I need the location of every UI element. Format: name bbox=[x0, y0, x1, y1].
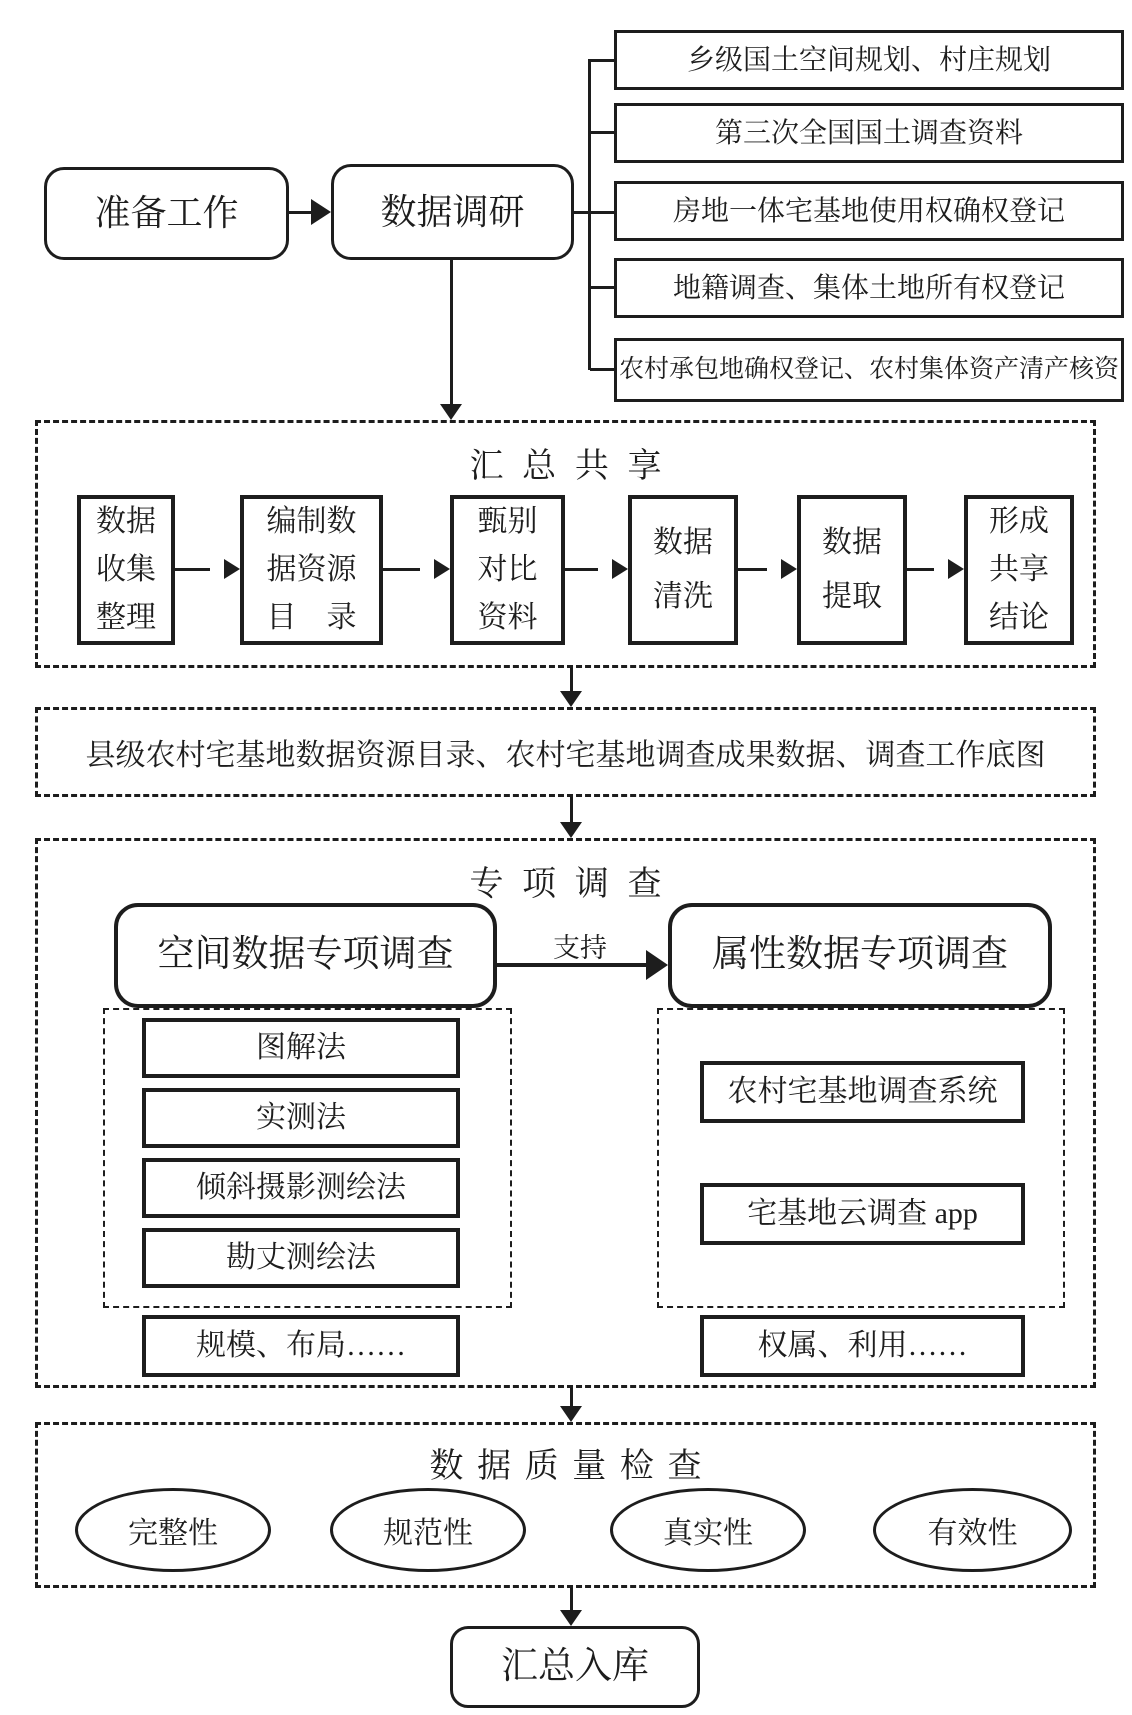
step-line: 结论 bbox=[989, 601, 1049, 634]
step-box bbox=[240, 495, 383, 645]
tool-box bbox=[700, 1061, 1025, 1123]
attribute-survey-label: 属性数据专项调查 bbox=[712, 934, 1008, 976]
connector-line bbox=[590, 59, 614, 62]
connector-line bbox=[289, 211, 313, 214]
quality-criterion-ellipse bbox=[873, 1488, 1072, 1572]
source-label: 第三次全国国土调查资料 bbox=[714, 117, 1023, 149]
method-box bbox=[142, 1088, 460, 1148]
connector-line bbox=[383, 568, 420, 571]
summary-share-title: 汇总共享 bbox=[469, 448, 681, 485]
attribute-tools-group bbox=[657, 1008, 1065, 1308]
step-box bbox=[628, 495, 738, 645]
method-box bbox=[142, 1018, 460, 1078]
spatial-outputs-box bbox=[142, 1315, 460, 1377]
source-box bbox=[614, 181, 1124, 241]
connector-line bbox=[590, 286, 614, 289]
connector-line bbox=[574, 211, 614, 214]
step-line: 数据 bbox=[822, 526, 882, 559]
arrowhead-icon bbox=[646, 950, 668, 980]
research-label: 数据调研 bbox=[380, 191, 525, 232]
step-line: 提取 bbox=[822, 580, 882, 613]
final-step-box bbox=[450, 1626, 700, 1708]
attribute-survey-box bbox=[668, 903, 1052, 1008]
arrowhead-icon bbox=[612, 559, 628, 579]
step-line: 目 录 bbox=[266, 601, 357, 634]
final-step-label: 汇总入库 bbox=[501, 1645, 649, 1687]
criterion-label: 规范性 bbox=[383, 1517, 473, 1550]
step-line: 数据 bbox=[96, 505, 156, 538]
spatial-survey-box bbox=[114, 903, 497, 1008]
method-label: 勘丈测绘法 bbox=[226, 1241, 376, 1275]
connector-line bbox=[907, 568, 934, 571]
method-box bbox=[142, 1158, 460, 1218]
intermediate-output-label: 县级农村宅基地数据资源目录、农村宅基地调查成果数据、调查工作底图 bbox=[85, 739, 1046, 772]
connector-line bbox=[450, 260, 453, 406]
connector-line bbox=[570, 1388, 573, 1408]
step-line: 整理 bbox=[96, 601, 156, 634]
support-label: 支持 bbox=[553, 933, 607, 963]
arrowhead-icon bbox=[560, 1610, 582, 1626]
step-box bbox=[77, 495, 175, 645]
method-label: 图解法 bbox=[256, 1031, 346, 1065]
step-box bbox=[797, 495, 907, 645]
step-line: 据资源 bbox=[266, 553, 357, 586]
step-line: 资料 bbox=[477, 601, 538, 634]
quality-check-title: 数据质量检查 bbox=[429, 1448, 716, 1485]
method-box bbox=[142, 1228, 460, 1288]
arrowhead-icon bbox=[311, 199, 331, 225]
intermediate-output-box bbox=[35, 707, 1096, 797]
connector-line bbox=[738, 568, 767, 571]
method-label: 倾斜摄影测绘法 bbox=[196, 1171, 406, 1205]
criterion-label: 完整性 bbox=[128, 1517, 218, 1550]
connector-line bbox=[565, 568, 598, 571]
arrowhead-icon bbox=[440, 404, 462, 420]
step-line: 收集 bbox=[96, 553, 156, 586]
tool-label: 农村宅基地调查系统 bbox=[727, 1075, 998, 1109]
arrowhead-icon bbox=[434, 559, 450, 579]
source-box bbox=[614, 30, 1124, 90]
arrowhead-icon bbox=[224, 559, 240, 579]
connector-line bbox=[175, 568, 210, 571]
method-label: 实测法 bbox=[256, 1101, 346, 1135]
source-box bbox=[614, 258, 1124, 318]
source-label: 农村承包地确权登记、农村集体资产清产核资 bbox=[618, 356, 1119, 384]
step-line: 数据 bbox=[653, 526, 713, 559]
step-line: 清洗 bbox=[653, 580, 713, 613]
arrowhead-icon bbox=[560, 822, 582, 838]
attribute-outputs-box bbox=[700, 1315, 1025, 1377]
quality-criterion-ellipse bbox=[75, 1488, 271, 1572]
connector-line bbox=[588, 59, 591, 370]
research-box bbox=[331, 164, 574, 260]
source-box bbox=[614, 338, 1124, 402]
step-line: 编制数 bbox=[266, 505, 357, 538]
special-survey-title: 专项调查 bbox=[469, 866, 681, 903]
step-line: 对比 bbox=[477, 553, 538, 586]
tool-box bbox=[700, 1183, 1025, 1245]
connector-line bbox=[570, 668, 573, 693]
arrowhead-icon bbox=[948, 559, 964, 579]
quality-criterion-ellipse bbox=[330, 1488, 526, 1572]
source-label: 房地一体宅基地使用权确权登记 bbox=[672, 195, 1065, 227]
connector-line bbox=[497, 963, 646, 967]
step-line: 甄别 bbox=[477, 505, 538, 538]
spatial-outputs-label: 规模、布局…… bbox=[196, 1329, 406, 1363]
connector-line bbox=[570, 797, 573, 823]
tool-label: 宅基地云调查 app bbox=[747, 1197, 978, 1231]
criterion-label: 有效性 bbox=[927, 1517, 1018, 1550]
step-line: 形成 bbox=[989, 505, 1049, 538]
connector-line bbox=[590, 131, 614, 134]
source-label: 乡级国土空间规划、村庄规划 bbox=[686, 44, 1051, 76]
prepare-label: 准备工作 bbox=[94, 193, 239, 233]
step-box bbox=[964, 495, 1074, 645]
arrowhead-icon bbox=[781, 559, 797, 579]
attribute-outputs-label: 权属、利用…… bbox=[757, 1329, 968, 1363]
source-box bbox=[614, 103, 1124, 163]
step-box bbox=[450, 495, 565, 645]
connector-line bbox=[570, 1588, 573, 1610]
prepare-box bbox=[44, 167, 289, 260]
criterion-label: 真实性 bbox=[663, 1517, 753, 1550]
quality-criterion-ellipse bbox=[610, 1488, 806, 1572]
arrowhead-icon bbox=[560, 1406, 582, 1422]
connector-line bbox=[590, 368, 614, 371]
arrowhead-icon bbox=[560, 691, 582, 707]
source-label: 地籍调查、集体土地所有权登记 bbox=[672, 272, 1065, 304]
spatial-survey-label: 空间数据专项调查 bbox=[157, 934, 454, 976]
step-line: 共享 bbox=[989, 553, 1049, 586]
